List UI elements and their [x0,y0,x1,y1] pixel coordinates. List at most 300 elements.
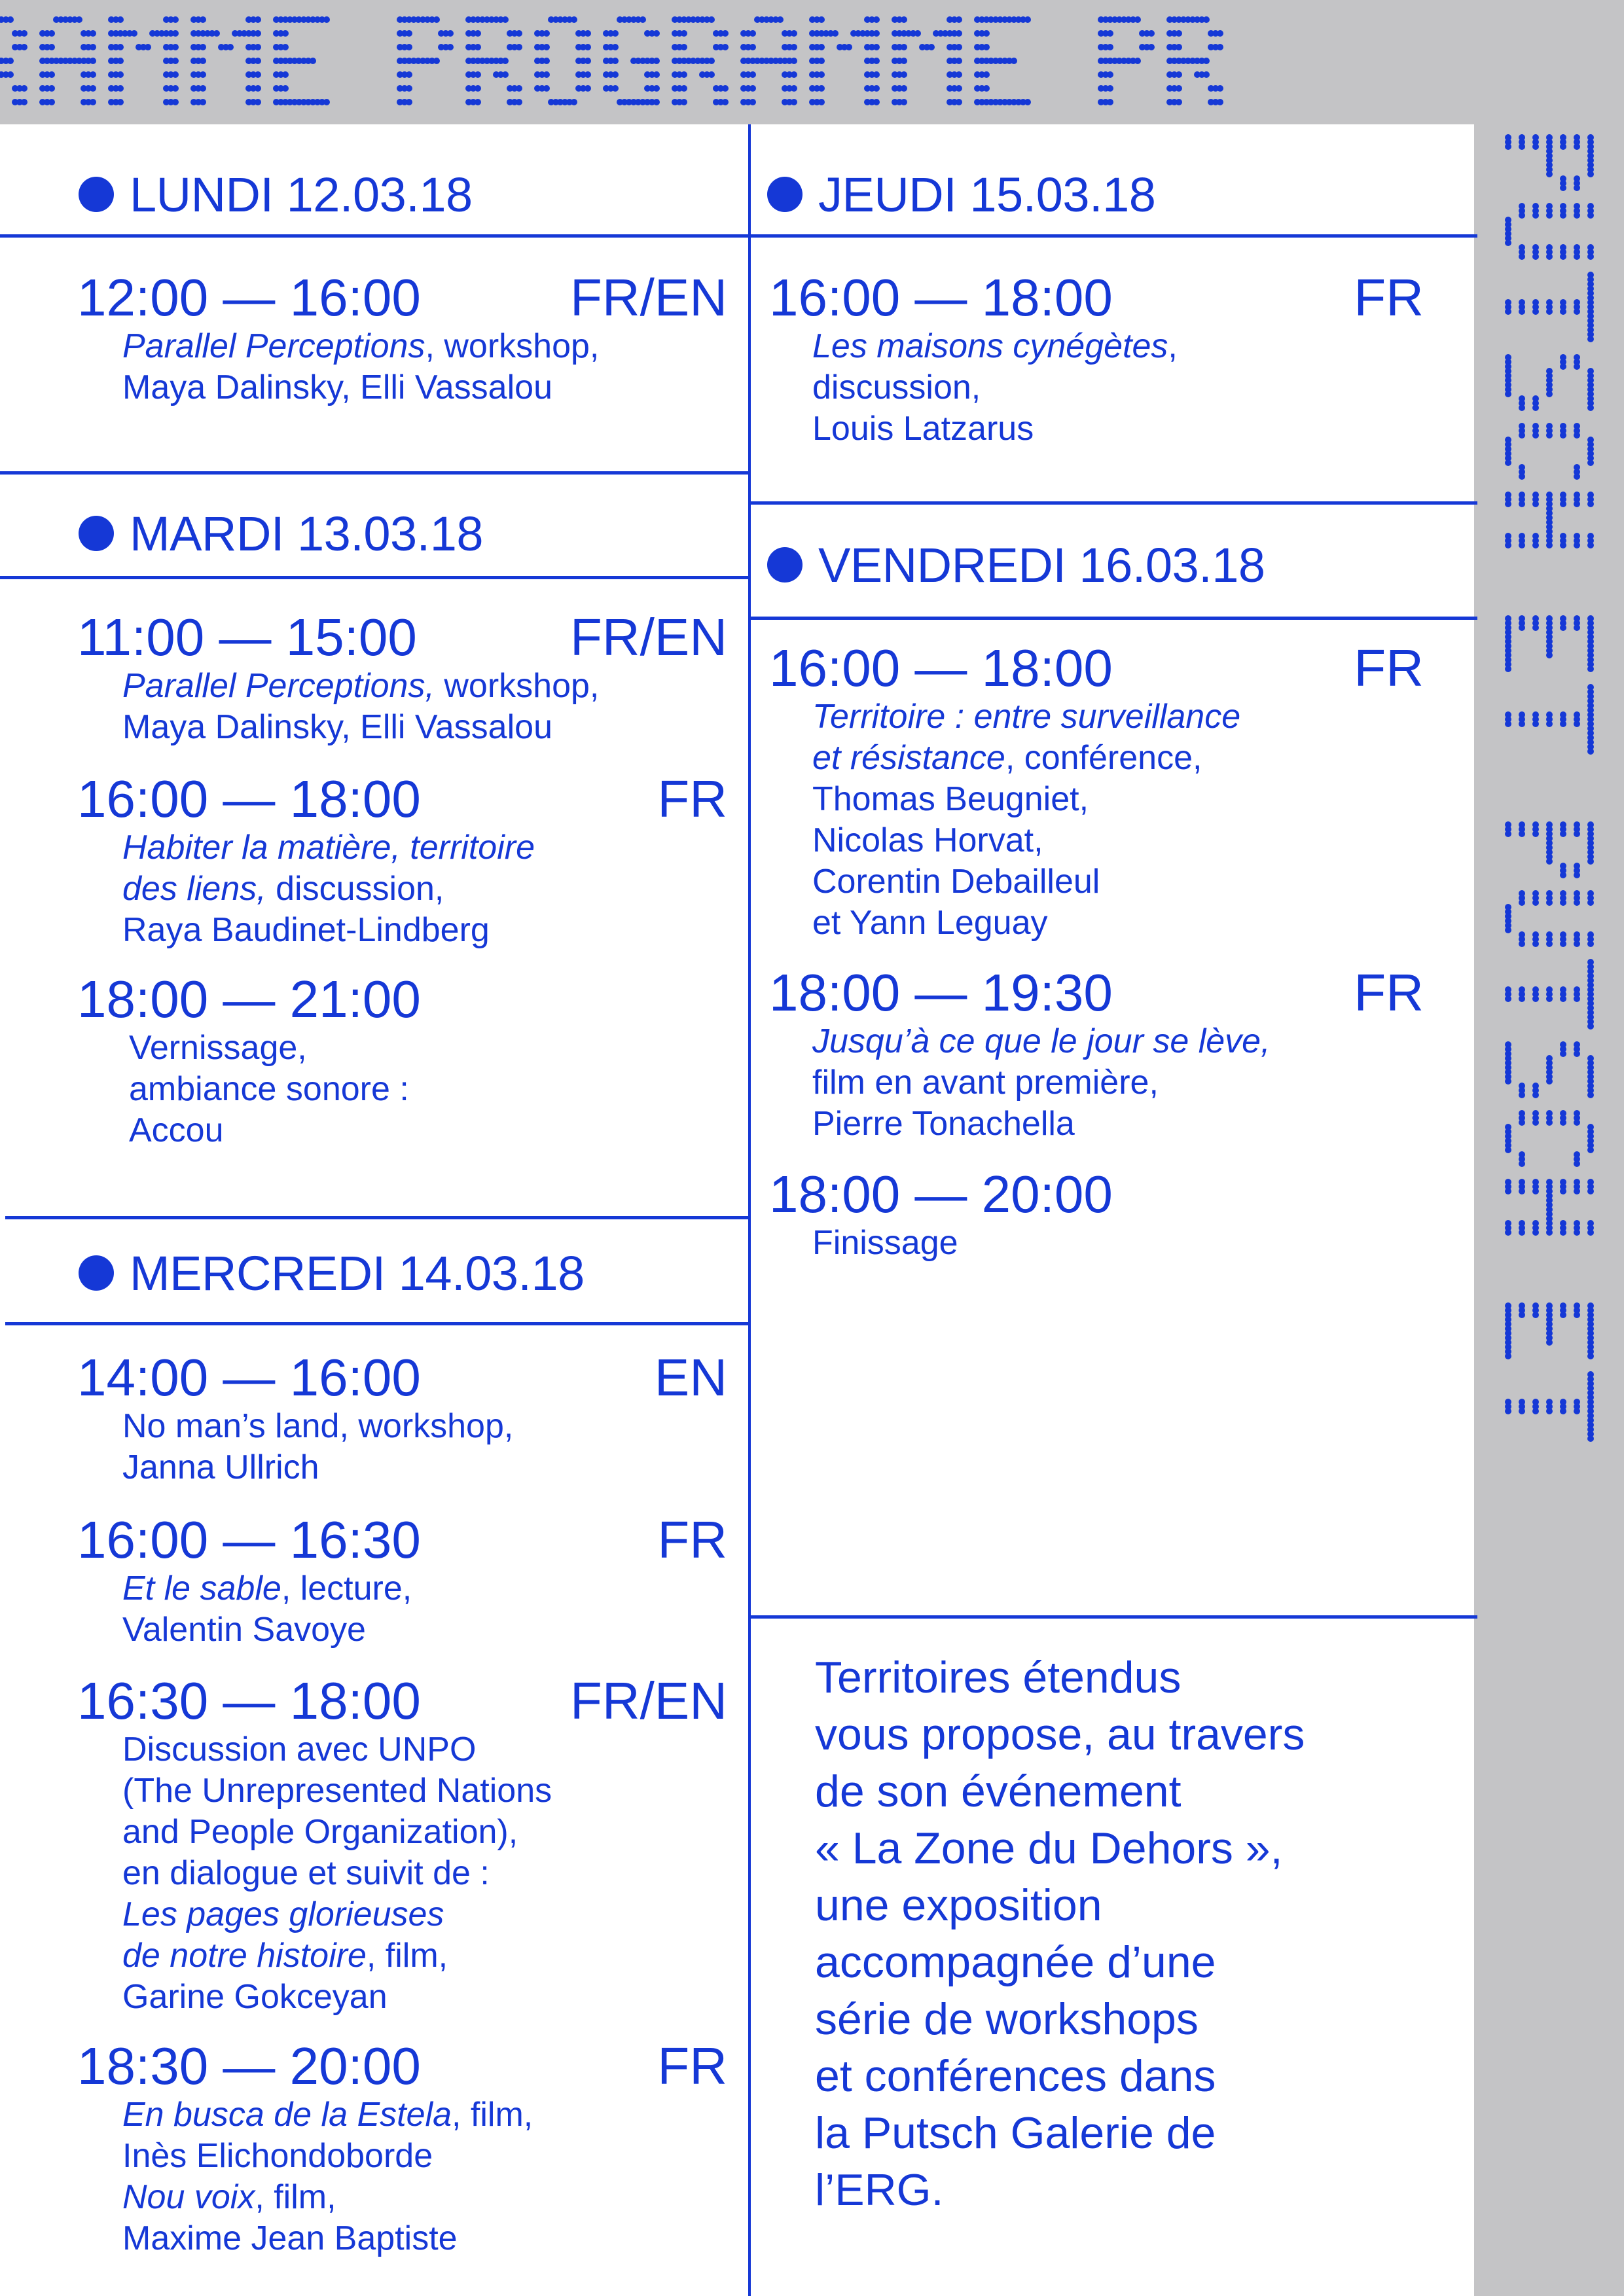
dot-mark [1574,501,1580,507]
dot-mark [433,58,440,64]
dot-mark [1532,212,1539,219]
dot-mark [901,44,907,50]
dot-mark [1519,721,1525,727]
dot-mark [1560,212,1566,219]
dot-mark [1532,404,1539,411]
dot-mark [1519,1160,1525,1167]
dot-mark [117,16,124,23]
dot-mark [90,30,96,37]
dot-mark [1587,1229,1594,1236]
dot-mark [1546,171,1553,177]
dot-mark [200,44,206,50]
dot-mark [1505,143,1511,150]
event-line: Raya Baudinet-Lindberg [122,911,490,949]
event-line: Thomas Beugniet, [812,780,1089,818]
dot-mark [1176,44,1182,50]
dot-mark [543,85,550,92]
day-header-mercredi [79,1244,585,1302]
dot-mark [791,44,797,50]
dot-mark [475,85,481,92]
dot-mark [1505,831,1511,837]
dot-mark [21,44,27,50]
dot-mark [653,30,660,37]
dot-mark [502,58,509,64]
dot-mark [777,16,784,23]
dot-mark [653,58,660,64]
bullet-dot-icon [79,177,114,212]
event-line: Parallel Perceptions, workshop, [122,327,600,365]
bullet-dot-icon [79,1255,114,1291]
event-line: en dialogue et suivit de : [122,1854,490,1892]
event-line: Accou [129,1111,224,1149]
dot-mark [1532,253,1539,260]
dot-mark [48,44,55,50]
dot-mark [323,16,330,23]
dot-mark [901,58,907,64]
dot-mark [516,85,522,92]
event-line: Discussion avec UNPO [122,1731,477,1768]
dot-mark [48,99,55,105]
dot-mark [1148,30,1155,37]
dot-mark [1587,1435,1594,1442]
event-line: No man’s land, workshop, [122,1407,514,1445]
dot-mark [612,85,619,92]
intro-line: la Putsch Galerie de [815,2108,1216,2158]
rule [751,1615,1477,1619]
dot-mark [1587,212,1594,219]
dot-mark [447,30,454,37]
event-language: FR [657,770,727,828]
dot-mark [1560,1119,1566,1126]
dot-mark [1519,1188,1525,1194]
dot-mark [543,44,550,50]
dot-mark [76,16,82,23]
dot-mark [1587,748,1594,755]
dot-mark [1574,1188,1580,1194]
event-line: Pierre Tonachella [812,1105,1075,1143]
dot-mark [172,44,179,50]
dot-mark [791,99,797,105]
dot-mark [1574,542,1580,548]
dot-mark [1574,185,1580,191]
dot-mark [818,16,825,23]
event-language: FR [1354,963,1424,1022]
dot-mark [1519,404,1525,411]
dot-mark [749,71,756,78]
dot-mark [1560,542,1566,548]
side-banner-dot-lettering [1474,124,1624,2296]
event-line: Garine Gokceyan [122,1978,388,2016]
dot-mark [708,16,715,23]
dot-mark [1574,996,1580,1002]
dot-mark [928,44,935,50]
dot-mark [48,71,55,78]
dot-mark [1560,899,1566,906]
dot-mark [1217,99,1223,105]
dot-mark [956,30,962,37]
dot-mark [956,99,962,105]
dot-mark [406,99,412,105]
dot-mark [1176,30,1182,37]
dot-mark [172,71,179,78]
event-line: Inès Elichondoborde [122,2137,433,2175]
dot-mark [1546,899,1553,906]
dot-mark [1532,308,1539,315]
dot-mark [818,58,825,64]
programme-sheet [0,124,1474,2296]
dot-mark [681,44,687,50]
dot-mark [1587,858,1594,865]
dot-mark [1505,1408,1511,1414]
dot-mark [1532,721,1539,727]
dot-mark [1532,996,1539,1002]
dot-mark [1519,542,1525,548]
dot-mark [1574,899,1580,906]
event-line: Louis Latzarus [812,410,1034,448]
rule [0,234,748,238]
dot-mark [1134,58,1141,64]
event-mercredi-3 [77,1673,727,2018]
event-time: 16:00 — 18:00 [769,639,1113,697]
dot-mark [1519,473,1525,480]
dot-mark [255,58,261,64]
dot-mark [172,30,179,37]
dot-mark [1134,16,1141,23]
dot-mark [1532,432,1539,439]
event-line: Corentin Debailleul [812,863,1100,901]
dot-mark [983,71,990,78]
dot-mark [653,99,660,105]
dot-mark [1587,1147,1594,1153]
dot-mark [1505,308,1511,315]
programme-banner [0,0,1624,124]
dot-mark [791,30,797,37]
dot-mark [502,71,509,78]
day-header-jeudi [767,165,1155,224]
event-line: Vernissage, [129,1029,307,1067]
dot-mark [117,58,124,64]
dot-mark [956,85,962,92]
dot-mark [1546,652,1553,658]
dot-mark [1532,1408,1539,1414]
event-time: 16:00 — 18:00 [769,268,1113,327]
dot-mark [21,30,27,37]
dot-mark [681,30,687,37]
dot-mark [7,71,14,78]
dot-mark [1574,308,1580,315]
event-line: En busca de la Estela, film, [122,2096,533,2134]
dot-mark [1532,143,1539,150]
event-time: 18:00 — 19:30 [769,963,1113,1022]
dot-mark [722,99,729,105]
dot-mark [722,85,729,92]
dot-mark [1574,212,1580,219]
event-vendredi-1 [769,640,1424,944]
dot-mark [1148,44,1155,50]
day-title: MARDI 13.03.18 [130,506,484,561]
dot-mark [1546,1119,1553,1126]
event-line: Jusqu’à ce que le jour se lève, [812,1022,1271,1060]
dot-mark [543,58,550,64]
intro-line: vous propose, au travers [815,1710,1305,1759]
dot-mark [1587,459,1594,466]
day-header-mardi [79,504,483,563]
dot-mark [475,99,481,105]
dot-mark [131,30,137,37]
dot-mark [1587,542,1594,548]
dot-mark [310,58,316,64]
dot-mark [612,44,619,50]
dot-mark [722,44,729,50]
dot-mark [145,44,151,50]
dot-mark [200,99,206,105]
dot-mark [48,85,55,92]
dot-mark [1560,831,1566,837]
dot-mark [983,85,990,92]
dot-mark [1519,1229,1525,1236]
event-time: 18:30 — 20:00 [77,2037,421,2095]
dot-mark [1560,1229,1566,1236]
event-language: FR [1354,639,1424,697]
dot-mark [1546,996,1553,1002]
dot-mark [1505,1229,1511,1236]
event-line: Les pages glorieuses [122,1895,444,1933]
dot-mark [901,16,907,23]
dot-mark [543,30,550,37]
event-line: Maya Dalinsky, Elli Vassalou [122,368,552,406]
dot-mark [873,30,880,37]
dot-mark [1560,253,1566,260]
dot-mark [1519,1312,1525,1318]
event-line: et résistance, conférence, [812,739,1202,777]
dot-mark [1176,85,1182,92]
dot-mark [200,16,206,23]
dot-mark [791,85,797,92]
dot-mark [516,44,522,50]
dot-mark [255,71,261,78]
dot-mark [1203,58,1210,64]
dot-mark [1546,542,1553,548]
dot-mark [117,44,124,50]
dot-mark [1519,831,1525,837]
dot-mark [1587,404,1594,411]
dot-mark [406,71,412,78]
dot-mark [1574,1160,1580,1167]
dot-mark [585,44,591,50]
event-mardi-1 [77,609,727,748]
rule [5,1322,748,1325]
intro-line: accompagnée d’une [815,1937,1216,1987]
dot-mark [1574,363,1580,370]
dot-mark [1024,16,1031,23]
dot-mark [1505,501,1511,507]
banner-dot-lettering [0,0,1624,124]
dot-mark [1519,501,1525,507]
dot-mark [1560,996,1566,1002]
dot-mark [1574,721,1580,727]
dot-mark [1532,1092,1539,1098]
dot-mark [1505,927,1511,933]
dot-mark [571,16,577,23]
event-time: 16:30 — 18:00 [77,1672,421,1730]
dot-mark [1519,212,1525,219]
event-line: Maxime Jean Baptiste [122,2219,458,2257]
dot-mark [749,99,756,105]
day-header-vendredi [767,535,1265,594]
dot-mark [255,30,261,37]
event-language: FR [1354,268,1424,327]
event-line: Nicolas Horvat, [812,821,1043,859]
dot-mark [1176,71,1182,78]
dot-mark [1546,308,1553,315]
dot-mark [1107,71,1113,78]
dot-mark [433,16,440,23]
dot-mark [213,30,220,37]
dot-mark [749,30,756,37]
dot-mark [1574,1312,1580,1318]
dot-mark [873,44,880,50]
dot-mark [1560,432,1566,439]
dot-mark [255,85,261,92]
intro-line: Territoires étendus [815,1653,1182,1702]
dot-mark [255,16,261,23]
dot-mark [1560,363,1566,370]
event-mercredi-1 [77,1350,727,1488]
dot-mark [612,71,619,78]
dot-mark [873,71,880,78]
intro-line: l’ERG. [815,2165,944,2215]
dot-mark [1532,624,1539,631]
dot-mark [681,71,687,78]
event-line: (The Unrepresented Nations [122,1772,552,1810]
dot-mark [653,85,660,92]
dot-mark [172,99,179,105]
dot-mark [475,71,481,78]
event-time: 14:00 — 16:00 [77,1348,421,1407]
dot-mark [282,71,289,78]
dot-mark [475,44,481,50]
dot-mark [1587,1188,1594,1194]
dot-mark [1519,624,1525,631]
dot-mark [1532,1312,1539,1318]
intro-line: de son événement [815,1767,1182,1816]
dot-mark [1546,1229,1553,1236]
event-line: ambiance sonore : [129,1070,409,1108]
dot-mark [1546,941,1553,947]
dot-mark [1587,1092,1594,1098]
dot-mark [1203,71,1210,78]
dot-mark [1519,143,1525,150]
dot-mark [200,58,206,64]
event-time: 18:00 — 20:00 [769,1165,1113,1223]
dot-mark [7,16,14,23]
dot-mark [585,30,591,37]
dot-mark [1519,899,1525,906]
dot-mark [1505,459,1511,466]
dot-mark [612,58,619,64]
rule [5,1216,748,1219]
dot-mark [956,44,962,50]
event-mercredi-2 [77,1512,727,1651]
dot-mark [1217,44,1223,50]
dot-mark [255,99,261,105]
dot-mark [117,85,124,92]
dot-mark [1560,143,1566,150]
dot-mark [1560,941,1566,947]
event-time: 12:00 — 16:00 [77,268,421,327]
intro-line: et conférences dans [815,2051,1216,2101]
event-line: Janna Ullrich [122,1448,319,1486]
dot-mark [406,30,412,37]
event-line: and People Organization), [122,1813,518,1851]
dot-mark [722,30,729,37]
dot-mark [1574,432,1580,439]
event-line: Finissage [812,1224,958,1262]
dot-mark [1574,624,1580,631]
dot-mark [901,85,907,92]
dot-mark [1519,941,1525,947]
rule [0,576,748,579]
dot-mark [1505,1147,1511,1153]
dot-mark [1532,941,1539,947]
dot-mark [956,58,962,64]
dot-mark [323,99,330,105]
dot-mark [21,99,27,105]
dot-mark [1574,253,1580,260]
dot-mark [90,99,96,105]
dot-mark [832,30,839,37]
dot-mark [1546,253,1553,260]
dot-mark [282,44,289,50]
dot-mark [956,71,962,78]
dot-mark [956,16,962,23]
dot-mark [1587,253,1594,260]
dot-mark [90,85,96,92]
intro-line: « La Zone du Dehors », [815,1823,1283,1873]
event-lundi-1 [77,270,727,408]
dot-mark [1546,721,1553,727]
event-time: 11:00 — 15:00 [77,608,417,666]
dot-mark [406,85,412,92]
dot-mark [873,99,880,105]
dot-mark [1519,432,1525,439]
day-title: JEUDI 15.03.18 [818,167,1156,222]
dot-mark [749,44,756,50]
event-line: Maya Dalinsky, Elli Vassalou [122,708,552,746]
dot-mark [818,85,825,92]
dot-mark [1546,432,1553,439]
dot-mark [1532,831,1539,837]
event-jeudi-1 [769,270,1424,450]
dot-mark [1546,1078,1553,1085]
dot-mark [708,71,715,78]
dot-mark [901,71,907,78]
event-time: 16:00 — 18:00 [77,770,421,828]
dot-mark [1546,858,1553,865]
dot-mark [1560,1188,1566,1194]
dot-mark [1560,1408,1566,1414]
dot-mark [1519,1408,1525,1414]
event-time: 18:00 — 21:00 [77,970,421,1028]
dot-mark [1532,1188,1539,1194]
dot-mark [1574,872,1580,878]
day-title: MERCREDI 14.03.18 [130,1246,585,1300]
rule [751,617,1477,620]
event-line: film en avant première, [812,1064,1159,1102]
dot-mark [1505,996,1511,1002]
dot-mark [1587,899,1594,906]
event-vendredi-3 [769,1166,1424,1264]
